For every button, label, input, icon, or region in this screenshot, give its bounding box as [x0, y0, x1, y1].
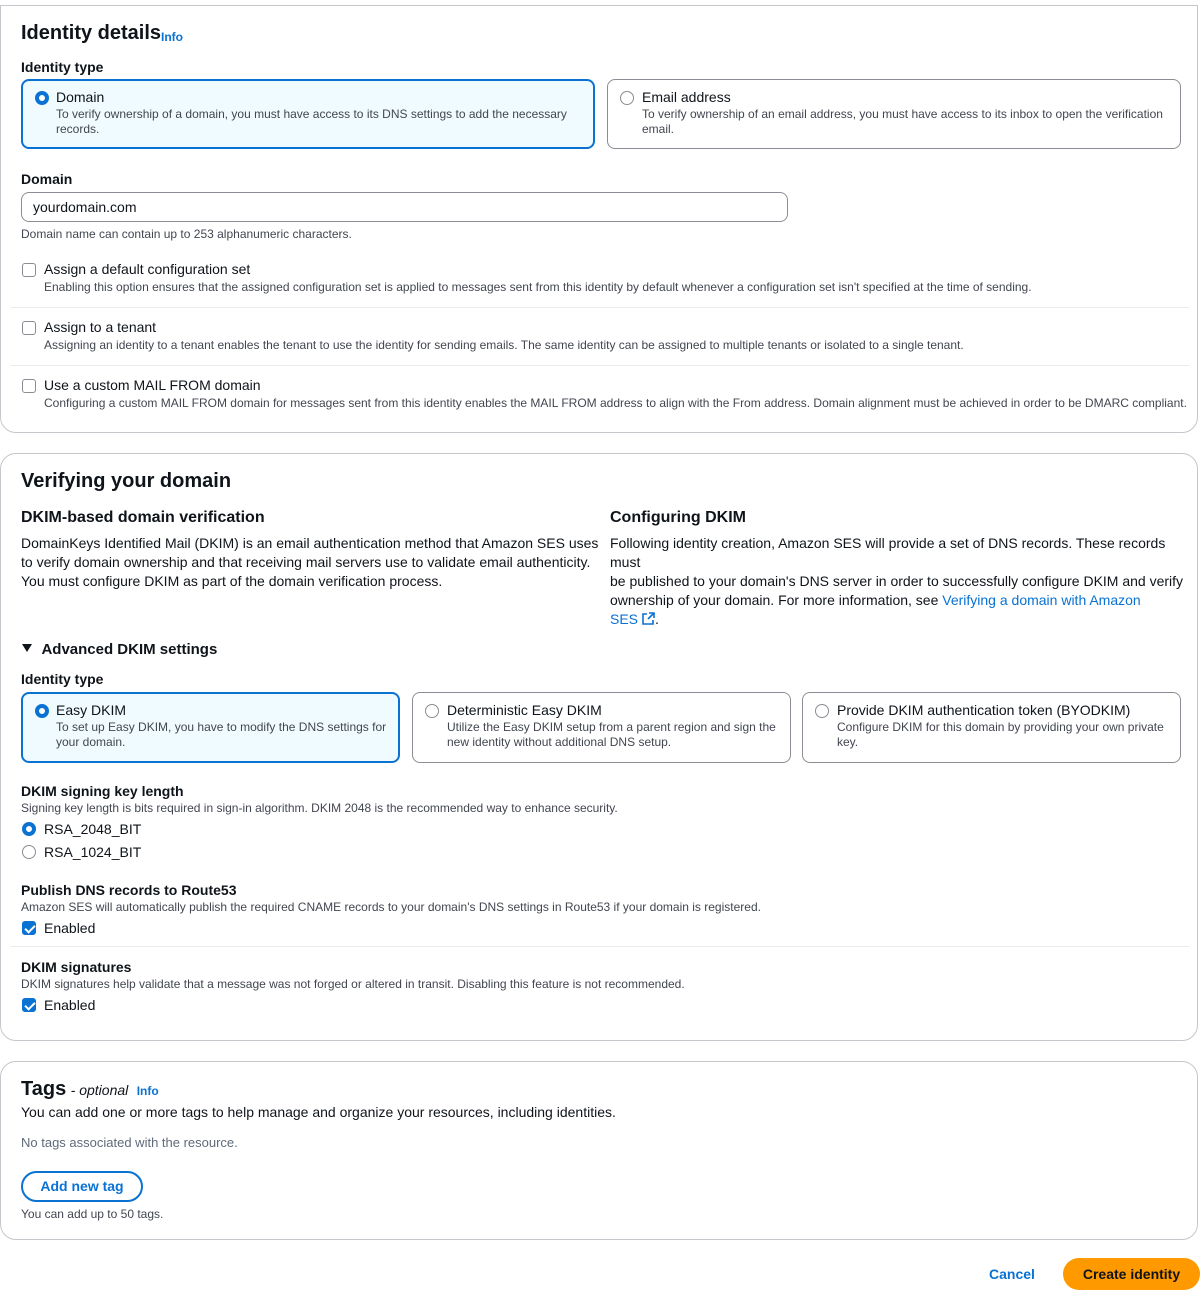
deterministic-easy-dkim-desc: [447, 720, 776, 750]
deterministic-easy-dkim-tile[interactable]: [412, 692, 791, 763]
advanced-dkim-toggle[interactable]: [21, 641, 217, 659]
byodkim-tile[interactable]: [802, 692, 1181, 763]
dkim-verification-line: You must configure DKIM as part of the domain verification process.: [21, 573, 443, 589]
assign-tenant-label: Assign to a tenant: [44, 319, 157, 335]
easy-dkim-radio[interactable]: [35, 704, 49, 718]
tags-title: Tags: [21, 1078, 67, 1100]
key-length-label: DKIM signing key length: [21, 783, 184, 799]
easy-dkim-desc: [56, 720, 386, 750]
identity-details-panel: [0, 5, 1198, 433]
tags-empty-text: No tags associated with the resource.: [21, 1135, 238, 1150]
verifying-domain-link[interactable]: Verifying a domain with Amazon: [942, 592, 1141, 608]
easy-dkim-desc-line: your domain.: [56, 735, 126, 749]
dkim-verification-line: DomainKeys Identified Mail (DKIM) is an email authentication method that Amazon SES uses: [21, 535, 599, 551]
assign-tenant-checkbox[interactable]: [22, 321, 36, 335]
advanced-dkim-label: Advanced DKIM settings: [41, 641, 218, 658]
easy-dkim-tile[interactable]: [21, 692, 400, 763]
add-new-tag-button[interactable]: Add new tag: [21, 1171, 143, 1202]
dkim-signatures-enabled-checkbox[interactable]: [22, 998, 36, 1012]
tags-header: [21, 1078, 159, 1101]
rsa-1024-label: RSA_1024_BIT: [44, 844, 142, 860]
dkim-signatures-label: DKIM signatures: [21, 959, 132, 975]
tags-info-link[interactable]: Info: [136, 1084, 159, 1098]
configuring-dkim-line: Following identity creation, Amazon SES will provide a set of DNS records. These records must: [610, 535, 1166, 570]
configuring-dkim-line: be published to your domain's DNS server in order to successfully configure DKIM and verify: [610, 573, 1184, 589]
easy-dkim-desc-line: To set up Easy DKIM, you have to modify the DNS settings for: [56, 720, 387, 734]
byodkim-desc-line: key.: [837, 735, 859, 749]
divider: [11, 365, 1189, 366]
byodkim-title: Provide DKIM authentication token (BYODKIM): [837, 702, 1131, 718]
tags-limit-hint: You can add up to 50 tags.: [21, 1207, 164, 1221]
route53-label: Publish DNS records to Route53: [21, 882, 237, 898]
byodkim-radio[interactable]: [815, 704, 829, 718]
configuring-dkim-line: [610, 591, 1190, 610]
verifying-domain-link-ses[interactable]: SES: [610, 611, 639, 627]
verifying-domain-panel: [0, 453, 1198, 1041]
byodkim-desc: [837, 720, 1164, 750]
identity-type-domain-radio[interactable]: [35, 91, 49, 105]
default-config-set-checkbox[interactable]: [22, 263, 36, 277]
identity-details-info-link[interactable]: Info: [161, 30, 183, 44]
easy-dkim-title: Easy DKIM: [56, 702, 127, 718]
rsa-2048-radio[interactable]: [22, 822, 36, 836]
domain-hint: Domain name can contain up to 253 alphanumeric characters.: [21, 227, 352, 241]
identity-type-email-title: Email address: [642, 89, 731, 105]
configuring-dkim-text: [610, 534, 1190, 629]
configuring-dkim-heading: Configuring DKIM: [610, 509, 746, 526]
divider: [11, 307, 1189, 308]
domain-label: Domain: [21, 171, 73, 187]
identity-type-domain-title: Domain: [56, 89, 105, 105]
rsa-1024-radio[interactable]: [22, 845, 36, 859]
dkim-verification-text: [21, 534, 598, 591]
deterministic-easy-dkim-radio[interactable]: [425, 704, 439, 718]
cancel-button[interactable]: Cancel: [989, 1266, 1035, 1282]
route53-desc: Amazon SES will automatically publish the required CNAME records to your domain's DNS settings in Route53 if your domain is registered.: [21, 900, 761, 914]
identity-type-domain-desc: To verify ownership of a domain, you must have access to its DNS settings to add the necessary records.: [56, 107, 567, 136]
default-config-set-desc: Enabling this option ensures that the assigned configuration set is applied to messages sent from this identity by default whenever a configuration set isn't specified at the time of sending.: [44, 280, 1032, 294]
create-identity-button[interactable]: Create identity: [1063, 1258, 1200, 1290]
tags-desc: You can add one or more tags to help manage and organize your resources, including identities.: [21, 1104, 616, 1120]
external-link-icon[interactable]: [638, 611, 655, 627]
custom-mail-from-checkbox[interactable]: [22, 379, 36, 393]
identity-type-email-radio[interactable]: [620, 91, 634, 105]
domain-input[interactable]: yourdomain.com: [21, 192, 788, 222]
dkim-signatures-enabled-label: Enabled: [44, 997, 96, 1013]
dkim-identity-type-label: Identity type: [21, 671, 104, 687]
identity-type-email-desc: To verify ownership of an email address, you must have access to its inbox to open the verification email.: [642, 107, 1163, 136]
custom-mail-from-label: Use a custom MAIL FROM domain: [44, 377, 261, 393]
rsa-2048-label: RSA_2048_BIT: [44, 821, 142, 837]
deterministic-easy-dkim-desc-line: Utilize the Easy DKIM setup from a parent region and sign the: [447, 720, 776, 734]
dkim-signatures-desc: DKIM signatures help validate that a message was not forged or altered in transit. Disabling this feature is not recommended.: [21, 977, 685, 991]
route53-enabled-label: Enabled: [44, 920, 96, 936]
dkim-verification-heading: DKIM-based domain verification: [21, 509, 265, 526]
byodkim-desc-line: Configure DKIM for this domain by providing your own private: [837, 720, 1164, 734]
identity-type-email-tile[interactable]: [607, 79, 1181, 149]
deterministic-easy-dkim-title: Deterministic Easy DKIM: [447, 702, 602, 718]
caret-down-icon: [21, 642, 33, 654]
configuring-dkim-prefix: ownership of your domain. For more information, see: [610, 592, 943, 608]
configuring-dkim-line: [610, 610, 1190, 629]
dkim-verification-line: to verify domain ownership and that receiving mail servers use to validate email authenticity.: [21, 554, 591, 570]
identity-type-domain-tile[interactable]: [21, 79, 595, 149]
identity-details-title: Identity details: [21, 22, 162, 44]
verifying-domain-title: Verifying your domain: [21, 470, 232, 492]
identity-type-label: Identity type: [21, 59, 104, 75]
default-config-set-label: Assign a default configuration set: [44, 261, 251, 277]
route53-enabled-checkbox[interactable]: [22, 921, 36, 935]
deterministic-easy-dkim-desc-line: new identity without additional DNS setup.: [447, 735, 672, 749]
tags-panel: [0, 1061, 1198, 1240]
tags-optional: - optional: [70, 1082, 129, 1098]
custom-mail-from-desc: Configuring a custom MAIL FROM domain for messages sent from this identity enables the MAIL FROM address to align with the From address. Domain alignment must be achieved in order to be DMARC compliant.: [44, 396, 1187, 410]
divider: [11, 946, 1189, 947]
key-length-desc: Signing key length is bits required in sign-in algorithm. DKIM 2048 is the recommended way to enhance security.: [21, 801, 618, 815]
assign-tenant-desc: Assigning an identity to a tenant enables the tenant to use the identity for sending emails. The same identity can be assigned to multiple tenants or isolated to a single tenant.: [44, 338, 964, 352]
configuring-dkim-suffix: .: [655, 611, 659, 627]
